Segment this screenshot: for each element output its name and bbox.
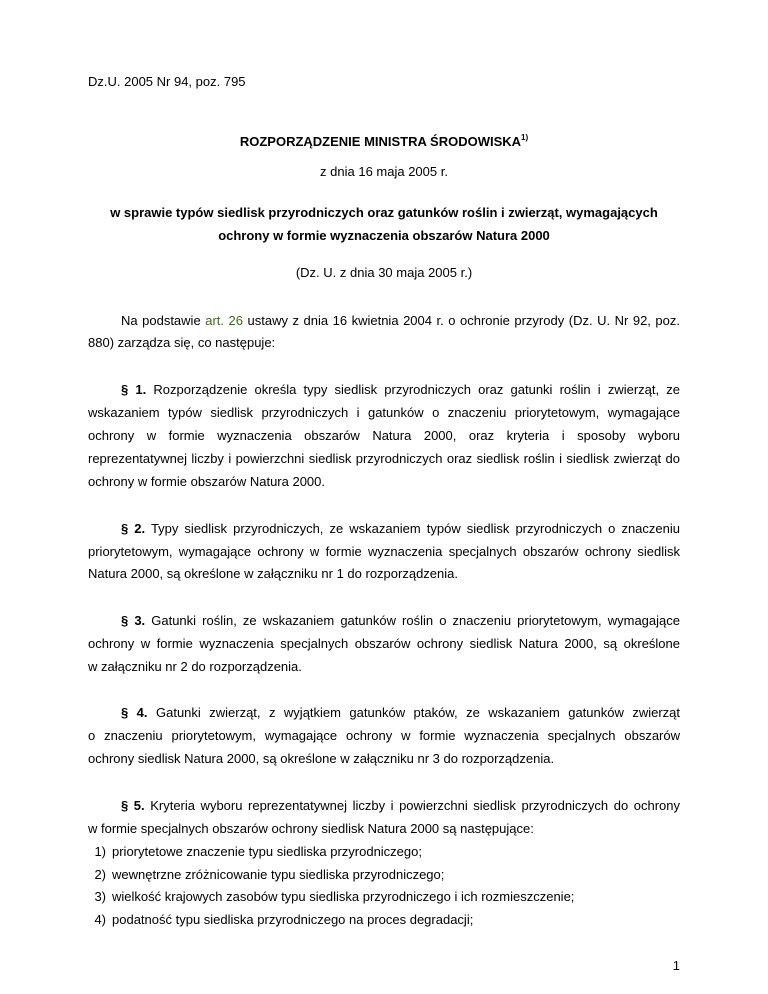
page-number: 1 [672, 958, 680, 973]
list-item-text: wielkość krajowych zasobów typu siedliska przyrodniczego i ich rozmieszczenie; [112, 889, 575, 904]
section-4-text: Gatunki zwierząt, z wyjątkiem gatunków ptaków, ze wskazaniem gatunków zwierząt [155, 705, 680, 720]
section-4-line-3: ochrony siedlisk Natura 2000, są określone w załączniku nr 3 do rozporządzenia. [88, 751, 555, 766]
list-item-text: priorytetowe znaczenie typu siedliska przyrodniczego; [112, 844, 422, 859]
date: z dnia 16 maja 2005 r. [320, 164, 448, 179]
section-4-label: § 4. [121, 705, 148, 720]
section-3-line-2: ochrony w formie wyznaczenia specjalnych obszarów ochrony siedlisk Natura 2000, są określone [88, 636, 680, 651]
section-1-line-1 [121, 382, 680, 397]
section-5-line-1 [121, 798, 680, 813]
section-5-line-2: w formie specjalnych obszarów ochrony siedlisk Natura 2000 są następujące: [88, 821, 534, 836]
section-2-line-3: Natura 2000, są określone w załączniku nr 1 do rozporządzenia. [88, 566, 458, 581]
art-26-link[interactable]: art. 26 [205, 313, 243, 328]
section-3-line-3: w załączniku nr 2 do rozporządzenia. [88, 659, 302, 674]
list-item-number: 1) [94, 844, 106, 859]
list-item-number: 4) [94, 912, 106, 927]
section-2-line-1 [121, 521, 680, 536]
preamble-line-1 [121, 313, 680, 328]
section-1-line-5: ochrony w formie obszarów Natura 2000. [88, 474, 326, 489]
list-item-number: 3) [94, 889, 106, 904]
preamble-text-a: Na podstawie [121, 313, 201, 328]
list-item-number: 2) [94, 867, 106, 882]
section-3-text: Gatunki roślin, ze wskazaniem gatunków roślin o znaczeniu priorytetowym, wymagające [151, 613, 680, 628]
subject-line-2: ochrony w formie wyznaczenia obszarów Natura 2000 [218, 228, 550, 243]
preamble-text-b: ustawy z dnia 16 kwietnia 2004 r. o ochronie przyrody (Dz. U. Nr 92, poz. [247, 313, 680, 328]
section-3-line-1 [121, 613, 680, 628]
title-text: ROZPORZĄDZENIE MINISTRA ŚRODOWISKA [239, 134, 522, 149]
section-1-line-4: reprezentatywnej liczby i powierzchni siedlisk przyrodniczych oraz siedlisk roślin i siedlisk zwierząt do [88, 451, 680, 466]
section-4-line-2: o znaczeniu priorytetowym, wymagające ochrony w formie wyznaczenia specjalnych obszarów [88, 728, 680, 743]
subject-line-1: w sprawie typów siedlisk przyrodniczych oraz gatunków roślin i zwierząt, wymagających [110, 205, 658, 220]
publication-info: (Dz. U. z dnia 30 maja 2005 r.) [295, 265, 473, 280]
list-item [88, 889, 574, 904]
section-2-text: Typy siedlisk przyrodniczych, ze wskazaniem typów siedlisk przyrodniczych o znaczeniu [150, 521, 680, 536]
section-2-label: § 2. [121, 521, 146, 536]
list-item-text: podatność typu siedliska przyrodniczego na proces degradacji; [112, 912, 474, 927]
section-5-text: Kryteria wyboru reprezentatywnej liczby i powierzchni siedlisk przyrodniczych do ochrony [150, 798, 680, 813]
citation: Dz.U. 2005 Nr 94, poz. 795 [88, 74, 246, 89]
section-3-label: § 3. [121, 613, 146, 628]
section-1-line-3: ochrony w formie wyznaczenia obszarów Natura 2000, oraz kryteria i sposoby wyboru [88, 428, 680, 443]
section-4-line-1 [121, 705, 680, 720]
section-1-text: Rozporządzenie określa typy siedlisk przyrodniczych oraz gatunki roślin i zwierząt, ze [153, 382, 680, 397]
list-item-text: wewnętrzne zróżnicowanie typu siedliska przyrodniczego; [112, 867, 445, 882]
title [0, 134, 768, 149]
list-item [88, 844, 422, 859]
section-1-label: § 1. [121, 382, 147, 397]
list-item [88, 912, 473, 927]
title-footnote-ref[interactable]: 1) [521, 133, 529, 142]
section-1-line-2: wskazaniem typów siedlisk przyrodniczych i gatunków o znaczeniu priorytetowym, wymagające [88, 405, 680, 420]
preamble-line-2: 880) zarządza się, co następuje: [88, 335, 276, 350]
list-item [88, 867, 444, 882]
section-2-line-2: priorytetowym, wymagające ochrony w formie wyznaczenia specjalnych obszarów ochrony siedlisk [88, 544, 680, 559]
section-5-label: § 5. [121, 798, 145, 813]
